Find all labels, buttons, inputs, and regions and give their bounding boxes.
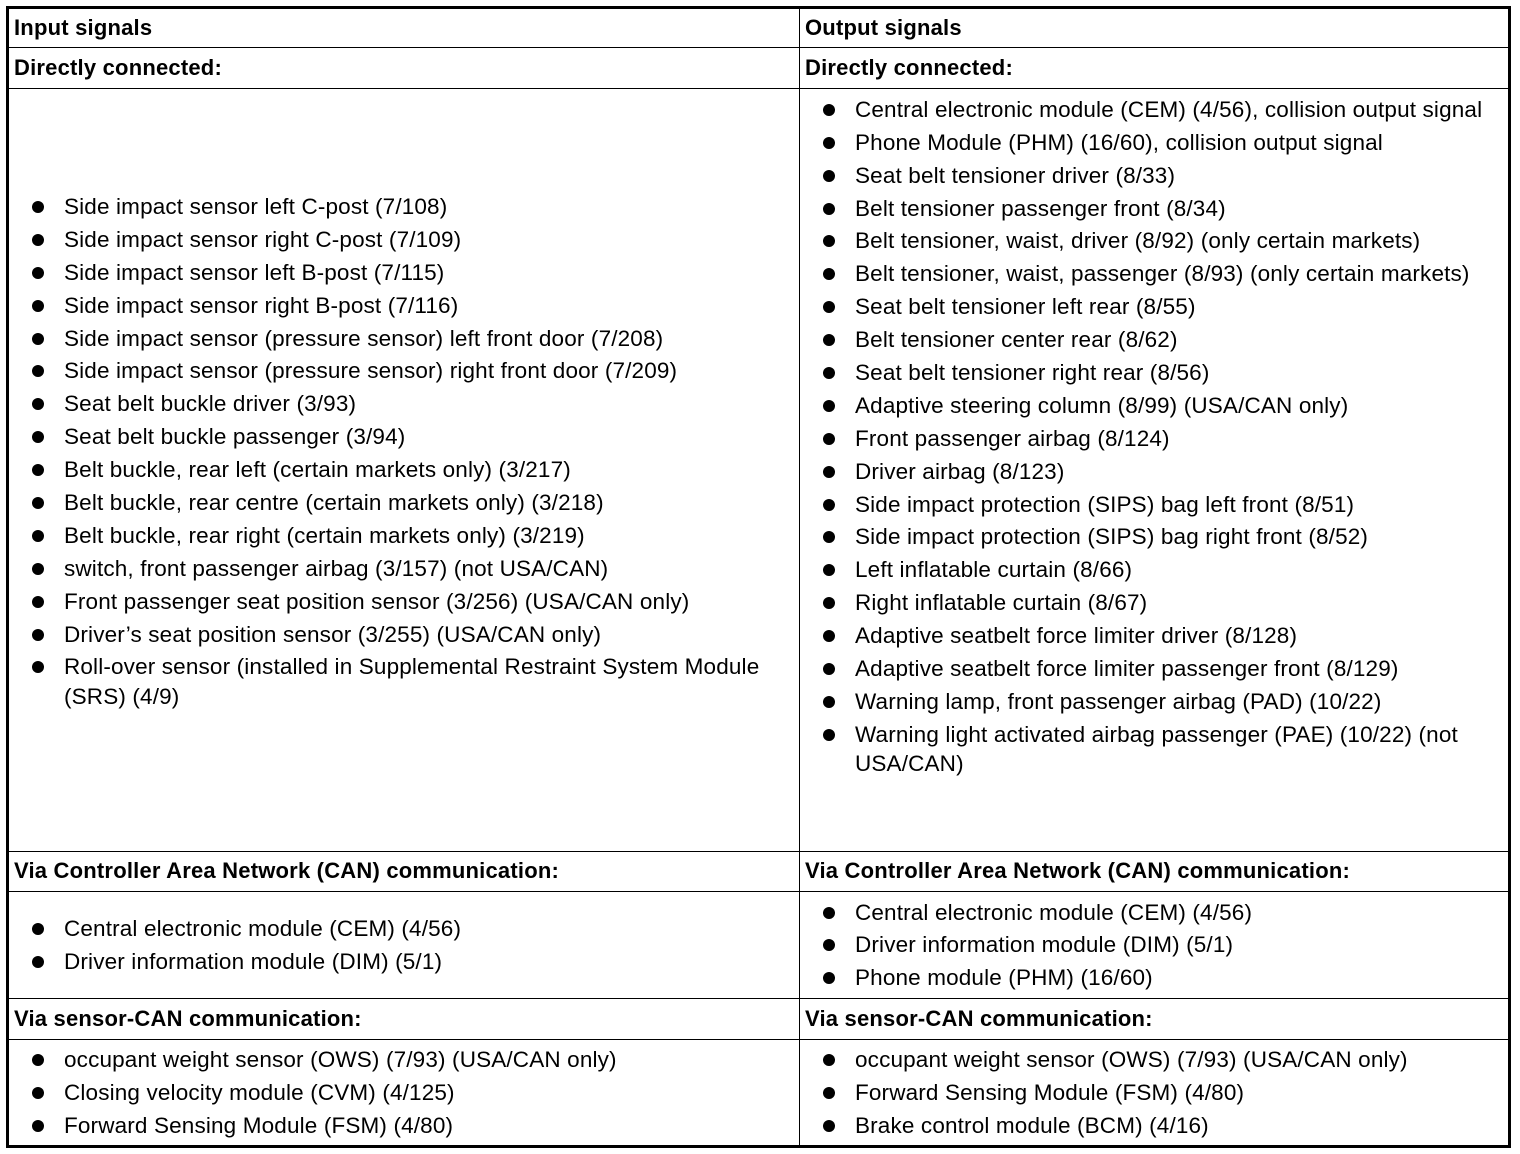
input-sensor-can-cell: [8, 1039, 800, 1146]
output-direct-title: Directly connected:: [800, 48, 1510, 88]
list-item: Seat belt buckle passenger (3/94): [31, 422, 799, 452]
list-item: Side impact protection (SIPS) bag right front (8/52): [822, 522, 1508, 552]
output-can-list: [800, 898, 1508, 993]
output-can-cell: [800, 892, 1510, 999]
signals-table: [6, 6, 1511, 1148]
output-can-title: Via Controller Area Network (CAN) communication:: [800, 851, 1510, 891]
list-item: Forward Sensing Module (FSM) (4/80): [822, 1078, 1508, 1108]
sensor-can-title-row: [8, 999, 1510, 1039]
list-item: Roll-over sensor (installed in Supplemental Restraint System Module (SRS) (4/9): [31, 652, 799, 711]
list-item: Phone Module (PHM) (16/60), collision output signal: [822, 128, 1508, 158]
input-direct-list: [9, 192, 799, 711]
list-item: occupant weight sensor (OWS) (7/93) (USA/CAN only): [822, 1045, 1508, 1075]
list-item: Side impact sensor left C-post (7/108): [31, 192, 799, 222]
list-item: Closing velocity module (CVM) (4/125): [31, 1078, 799, 1108]
list-item: Seat belt buckle driver (3/93): [31, 389, 799, 419]
list-item: Side impact protection (SIPS) bag left front (8/51): [822, 490, 1508, 520]
input-can-list: [9, 914, 799, 976]
direct-title-row: [8, 48, 1510, 88]
list-item: Belt buckle, rear left (certain markets only) (3/217): [31, 455, 799, 485]
list-item: Belt tensioner passenger front (8/34): [822, 194, 1508, 224]
list-item: Seat belt tensioner left rear (8/55): [822, 292, 1508, 322]
list-item: Right inflatable curtain (8/67): [822, 588, 1508, 618]
can-list-row: [8, 892, 1510, 999]
list-item: Central electronic module (CEM) (4/56), collision output signal: [822, 95, 1508, 125]
list-item: Belt tensioner, waist, driver (8/92) (only certain markets): [822, 226, 1508, 256]
list-item: Warning lamp, front passenger airbag (PAD) (10/22): [822, 687, 1508, 717]
direct-list-row: [8, 88, 1510, 851]
list-item: Side impact sensor (pressure sensor) right front door (7/209): [31, 356, 799, 386]
input-signals-header: Input signals: [8, 8, 800, 48]
list-item: switch, front passenger airbag (3/157) (not USA/CAN): [31, 554, 799, 584]
list-item: Forward Sensing Module (FSM) (4/80): [31, 1111, 799, 1141]
list-item: Side impact sensor left B-post (7/115): [31, 258, 799, 288]
list-item: Side impact sensor (pressure sensor) left front door (7/208): [31, 324, 799, 354]
list-item: Adaptive seatbelt force limiter passenger front (8/129): [822, 654, 1508, 684]
list-item: Front passenger airbag (8/124): [822, 424, 1508, 454]
list-item: Belt buckle, rear right (certain markets only) (3/219): [31, 521, 799, 551]
output-sensor-can-title: Via sensor-CAN communication:: [800, 999, 1510, 1039]
can-title-row: [8, 851, 1510, 891]
list-item: Belt tensioner center rear (8/62): [822, 325, 1508, 355]
output-direct-list: [800, 95, 1508, 779]
output-sensor-can-list: [800, 1045, 1508, 1140]
header-row: [8, 8, 1510, 48]
list-item: Side impact sensor right C-post (7/109): [31, 225, 799, 255]
input-sensor-can-list: [9, 1045, 799, 1140]
list-item: Driver information module (DIM) (5/1): [822, 930, 1508, 960]
list-item: Side impact sensor right B-post (7/116): [31, 291, 799, 321]
input-can-cell: [8, 892, 800, 999]
list-item: Front passenger seat position sensor (3/256) (USA/CAN only): [31, 587, 799, 617]
input-sensor-can-title: Via sensor-CAN communication:: [8, 999, 800, 1039]
list-item: Warning light activated airbag passenger (PAE) (10/22) (not USA/CAN): [822, 720, 1508, 779]
list-item: Belt tensioner, waist, passenger (8/93) (only certain markets): [822, 259, 1508, 289]
list-item: Central electronic module (CEM) (4/56): [822, 898, 1508, 928]
input-can-title: Via Controller Area Network (CAN) communication:: [8, 851, 800, 891]
list-item: Adaptive steering column (8/99) (USA/CAN only): [822, 391, 1508, 421]
list-item: Brake control module (BCM) (4/16): [822, 1111, 1508, 1141]
list-item: Seat belt tensioner driver (8/33): [822, 161, 1508, 191]
list-item: Phone module (PHM) (16/60): [822, 963, 1508, 993]
list-item: occupant weight sensor (OWS) (7/93) (USA/CAN only): [31, 1045, 799, 1075]
sensor-can-list-row: [8, 1039, 1510, 1146]
list-item: Belt buckle, rear centre (certain markets only) (3/218): [31, 488, 799, 518]
list-item: Driver’s seat position sensor (3/255) (USA/CAN only): [31, 620, 799, 650]
list-item: Left inflatable curtain (8/66): [822, 555, 1508, 585]
output-signals-header: Output signals: [800, 8, 1510, 48]
input-direct-title: Directly connected:: [8, 48, 800, 88]
list-item: Driver information module (DIM) (5/1): [31, 947, 799, 977]
list-item: Central electronic module (CEM) (4/56): [31, 914, 799, 944]
output-sensor-can-cell: [800, 1039, 1510, 1146]
input-direct-cell: [8, 88, 800, 851]
list-item: Adaptive seatbelt force limiter driver (8/128): [822, 621, 1508, 651]
output-direct-cell: [800, 88, 1510, 851]
list-item: Seat belt tensioner right rear (8/56): [822, 358, 1508, 388]
list-item: Driver airbag (8/123): [822, 457, 1508, 487]
